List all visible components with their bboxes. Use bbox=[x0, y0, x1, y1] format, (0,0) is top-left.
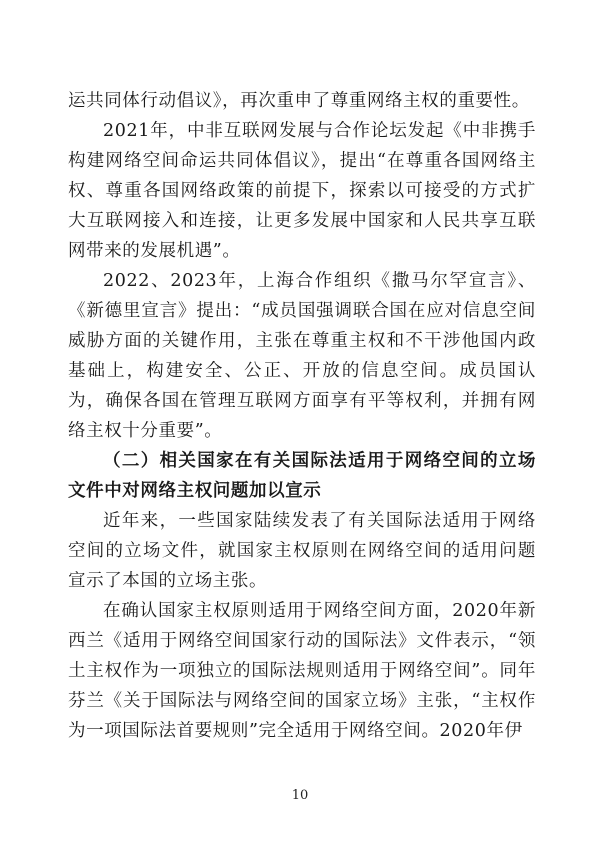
paragraph-sco-declarations: 2022、2023年，上海合作组织《撒马尔罕宣言》、《新德里宣言》提出：“成员国强调联合国在应对信息空间威胁方面的关键作用，主张在尊重主权和不干涉他国内政基础上，构建安全、公正、开放的信息空间。成员国认为，确保各国在管理互联网方面享有平等权利，并拥有网络主权十分重要”。 bbox=[68, 271, 536, 441]
paragraph-continuation: 运共同体行动倡议》，再次重申了尊重网络主权的重要性。 bbox=[68, 91, 530, 111]
paragraph-sovereignty-confirmation: 在确认国家主权原则适用于网络空间方面，2020年新西兰《适用于网络空间国家行动的国际法》文件表示，“领土主权作为一项独立的国际法规则适用于网络空间”。同年芬兰《关于国际法与网络空间的国家立场》主张，“主权作为一项国际法首要规则”完全适用于网络空间。2020年伊 bbox=[68, 601, 536, 741]
body-text bbox=[68, 86, 536, 746]
paragraph-recent-years: 近年来，一些国家陆续发表了有关国际法适用于网络空间的立场文件，就国家主权原则在网络空间的适用问题宣示了本国的立场主张。 bbox=[68, 511, 536, 591]
paragraph-2021-china-africa: 2021年，中非互联网发展与合作论坛发起《中非携手构建网络空间命运共同体倡议》，提出“在尊重各国网络主权、尊重各国网络政策的前提下，探索以可接受的方式扩大互联网接入和连接，让更多发展中国家和人民共享互联网带来的发展机遇”。 bbox=[68, 121, 536, 261]
page-number: 10 bbox=[291, 788, 309, 803]
section-heading: （二）相关国家在有关国际法适用于网络空间的立场文件中对网络主权问题加以宣示 bbox=[68, 451, 536, 501]
